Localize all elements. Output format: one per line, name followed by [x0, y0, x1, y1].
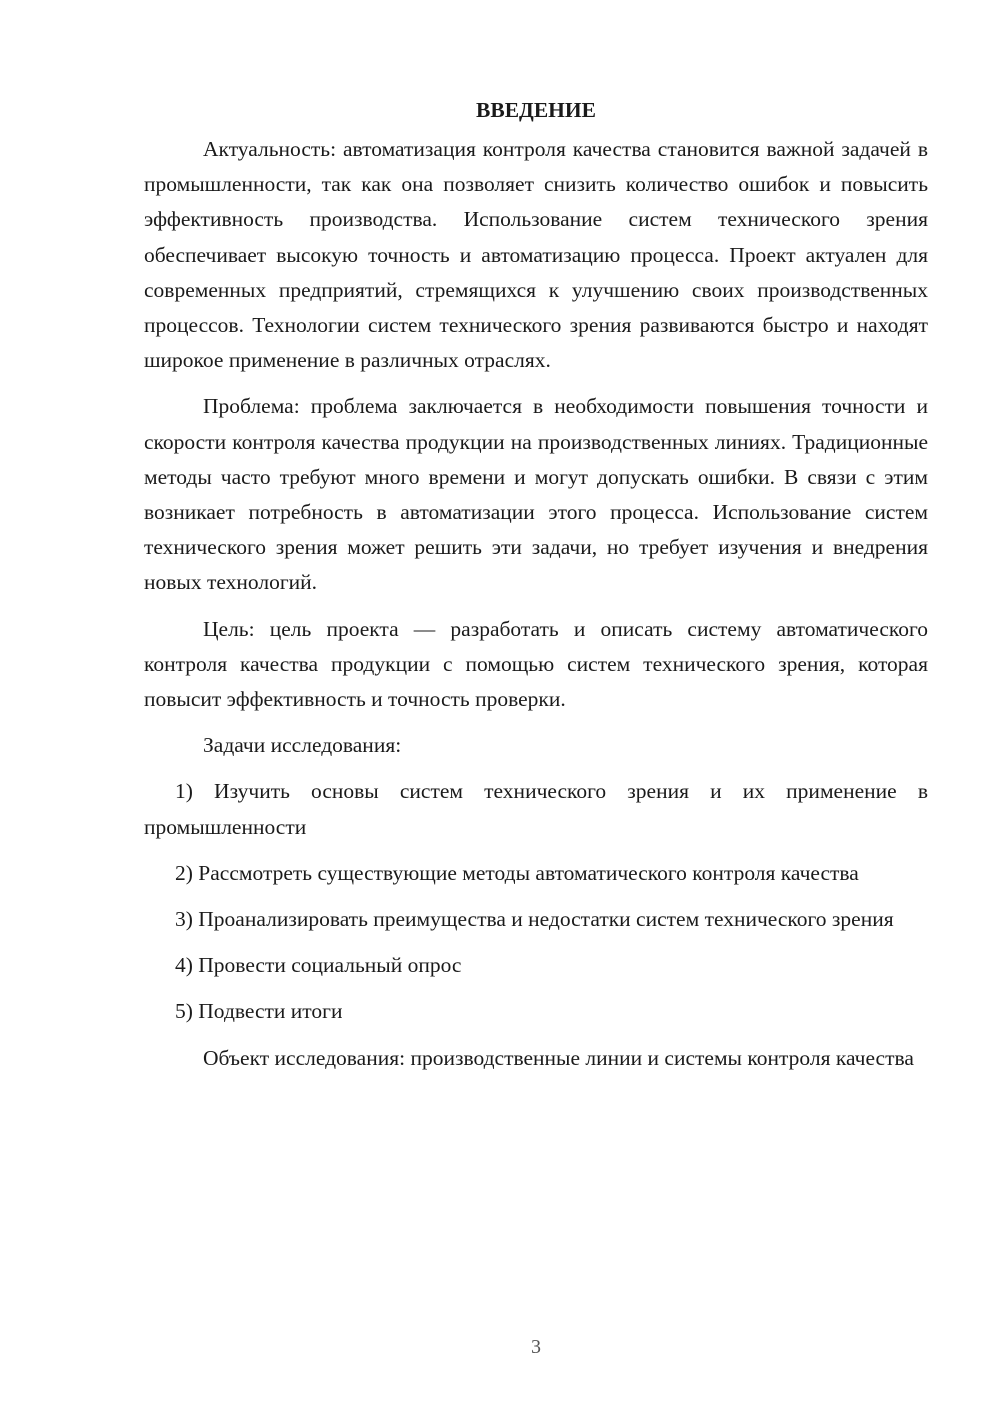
paragraph-problem: Проблема: проблема заключается в необходимости повышения точности и скорости контроля качества продукции на производственных линиях. Традиционные методы часто требуют много времени и могут допускать ошибки. В связи с этим возникает потребность в автоматизации этого процесса. Использование систем технического зрения может решить эти задачи, но требует изучения и внедрения новых технологий. — [144, 394, 928, 595]
task-item-2: 2) Рассмотреть существующие методы автоматического контроля качества — [175, 860, 859, 885]
page-title: ВВЕДЕНИЕ — [476, 98, 596, 122]
tasks-heading: Задачи исследования: — [203, 733, 402, 758]
paragraph-goal: Цель: цель проекта — разработать и описать систему автоматического контроля качества продукции с помощью систем технического зрения, которая повысит эффективность и точность проверки. — [144, 616, 928, 712]
task-item-5: 5) Подвести итоги — [175, 999, 343, 1024]
task-item-3: 3) Проанализировать преимущества и недостатки систем технического зрения — [175, 907, 894, 932]
document-page — [144, 95, 928, 1087]
paragraph-object: Объект исследования: производственные линии и системы контроля качества — [203, 1045, 914, 1070]
task-item-4: 4) Провести социальный опрос — [175, 953, 462, 978]
page-number: 3 — [531, 1336, 541, 1358]
paragraph-relevance: Актуальность: автоматизация контроля качества становится важной задачей в промышленности, так как она позволяет снизить количество ошибок и повысить эффективность производства. Использование систем технического зрения обеспечивает высокую точность и автоматизацию процесса. Проект актуален для современных предприятий, стремящихся к улучшению своих производственных процессов. Технологии систем технического зрения развиваются быстро и находят широкое применение в различных отраслях. — [144, 137, 928, 373]
task-item-1: 1) Изучить основы систем технического зрения и их применение в промышленности — [144, 779, 928, 839]
